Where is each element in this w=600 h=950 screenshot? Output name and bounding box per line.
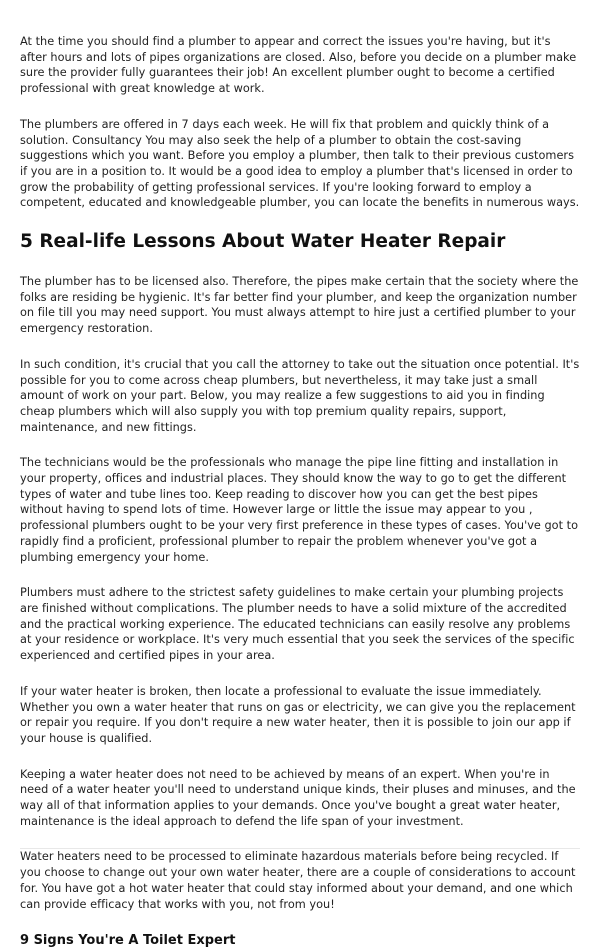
subsection-heading: 9 Signs You're A Toilet Expert xyxy=(20,933,236,949)
body-paragraph: The plumber has to be licensed also. Therefore, the pipes make certain that the society where the folks are residing be hygienic. It's far better find your plumber, and keep the organization number on file till you may need support. You must always attempt to hire just a certified plumber to your emergency restoration. xyxy=(20,275,579,336)
section-heading: 5 Real-life Lessons About Water Heater Repair xyxy=(20,231,506,253)
body-paragraph: Plumbers must adhere to the strictest safety guidelines to make certain your plumbing projects are finished without complications. The plumber needs to have a solid mixture of the accredited and the practical working experience. The educated technicians can easily resolve any problems at your residence or workplace. It's very much essential that you seek the services of the specific experienced and certified pipes in your area. xyxy=(20,586,575,663)
intro-paragraph: At the time you should find a plumber to appear and correct the issues you're having, but it's after hours and lots of pipes organizations are closed. Also, before you decide on a plumber make sure the provider fully guarantees their job! An excellent plumber ought to become a certified professional with great knowledge at work. xyxy=(20,35,577,96)
body-paragraph: If your water heater is broken, then locate a professional to evaluate the issue immediately. Whether you own a water heater that runs on gas or electricity, we can give you the replacement or repair you require. If you don't require a new water heater, then it is possible to join our app if your house is qualified. xyxy=(20,684,576,745)
body-paragraph: In such condition, it's crucial that you call the attorney to take out the situation once potential. It's possible for you to come across cheap plumbers, but nevertheless, it may take just a small amount of work on your part. Below, you may realize a few suggestions to aid you in finding cheap plumbers which will also supply you with top premium quality repairs, support, maintenance, and new fittings. xyxy=(20,357,580,434)
page-bottom-divider xyxy=(20,848,580,849)
body-paragraph: The technicians would be the professionals who manage the pipe line fitting and installation in your property, offices and industrial places. They should know the way to go to get the different types of water and tube lines too. Keep reading to discover how you can get the best pipes without having to spend lots of time. However large or little the issue may appear to you , professional plumbers ought to be your very first preference in these types of cases. You've got to rapidly find a proficient, professional plumber to repair the problem whenever you've got a plumbing emergency your home. xyxy=(20,456,579,564)
intro-paragraph: The plumbers are offered in 7 days each week. He will fix that problem and quickly think of a solution. Consultancy You may also seek the help of a plumber to obtain the cost-saving suggestions which you want. Before you employ a plumber, then talk to their previous customers if you are in a position to. It would be a good idea to employ a plumber that's licensed in order to grow the probability of getting professional services. If you're looking forward to employ a competent, educated and knowledgeable plumber, you can locate the benefits in numerous ways. xyxy=(20,117,580,210)
body-paragraph: Keeping a water heater does not need to be achieved by means of an expert. When you're in need of a water heater you'll need to understand unique kinds, their pluses and minuses, and the way all of that information applies to your demands. Once you've bought a great water heater, maintenance is the ideal approach to defend the life span of your investment. xyxy=(20,767,576,828)
body-paragraph: Water heaters need to be processed to eliminate hazardous materials before being recycled. If you choose to change out your own water heater, there are a couple of considerations to account for. You have got a hot water heater that could stay informed about your demand, and one which can provide efficacy that works with you, not from you! xyxy=(20,850,576,911)
